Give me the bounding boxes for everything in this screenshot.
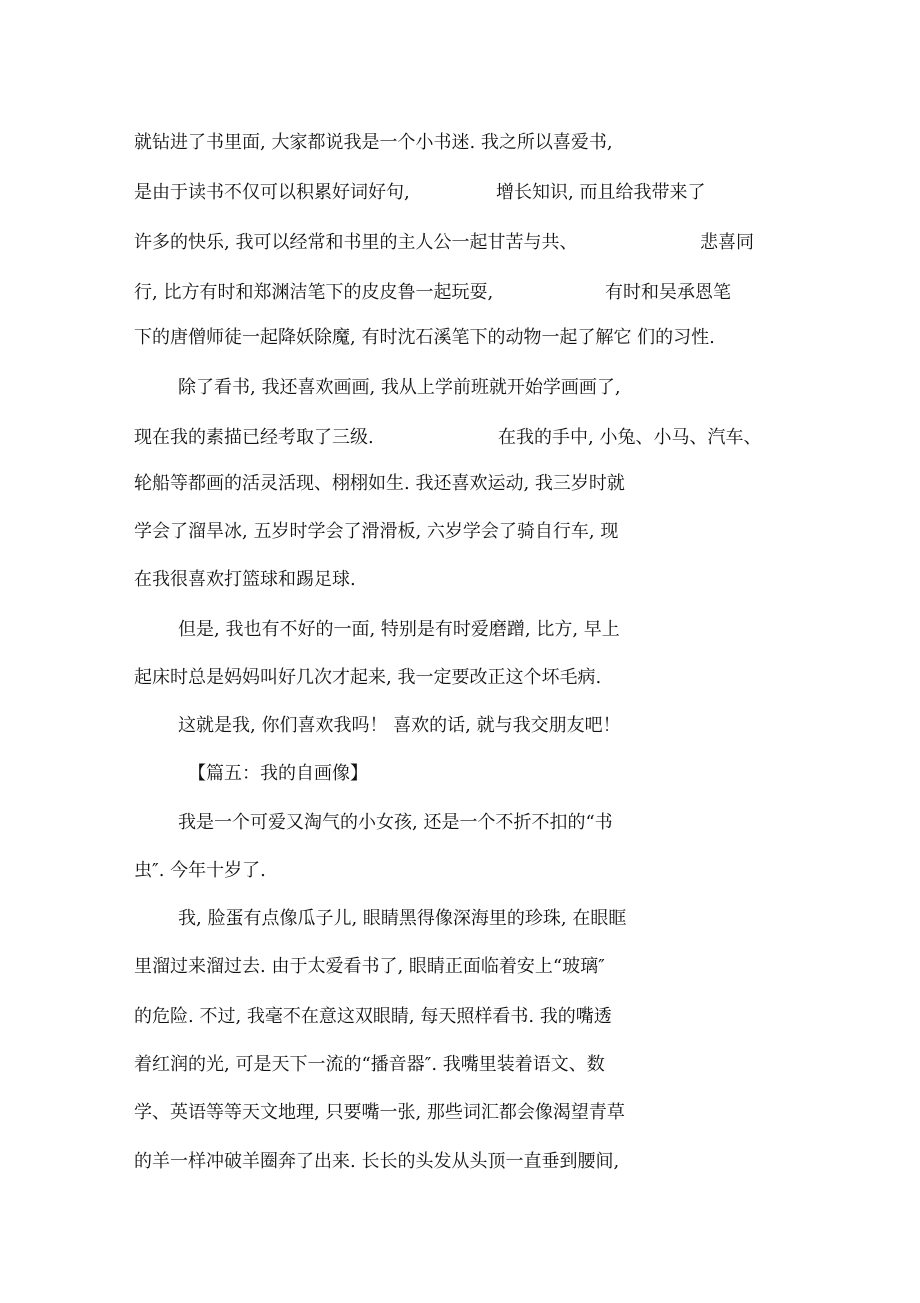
text-segment: 是由于读书不仅可以积累好词好句, <box>134 182 410 203</box>
text-line <box>134 1053 605 1077</box>
text-segment: 行, 比方有时和郑渊洁笔下的皮皮鲁一起玩耍, <box>134 282 494 303</box>
text-line <box>178 714 621 738</box>
section-heading-text: 【篇五：我的自画像】 <box>188 763 368 784</box>
text-segment: 在我很喜欢打篮球和踢足球. <box>134 569 356 590</box>
text-line <box>134 181 706 205</box>
text-segment: 起床时总是妈妈叫好几次才起来, 我一定要改正这个坏毛病. <box>134 667 602 688</box>
text-segment: 除了看书, 我还喜欢画画, 我从上学前班就开始学画画了, <box>178 377 621 398</box>
text-line <box>134 859 266 883</box>
text-line <box>134 1101 625 1125</box>
text-segment: 我, 脸蛋有点像瓜子儿, 眼睛黑得像深海里的珍珠, 在眼眶 <box>178 908 627 929</box>
text-segment: 有时和吴承恩笔 <box>605 282 731 303</box>
text-segment: 悲喜同 <box>700 232 754 253</box>
text-line <box>134 1150 620 1174</box>
text-segment: 虫″. 今年十岁了. <box>134 860 266 881</box>
text-line <box>134 281 731 305</box>
text-segment: 的危险. 不过, 我毫不在意这双眼睛, 每天照样看书. 我的嘴透 <box>134 1006 612 1027</box>
text-line <box>178 907 627 931</box>
text-line <box>178 376 621 400</box>
text-line <box>134 131 613 155</box>
text-line <box>134 666 602 690</box>
text-segment: 学会了溜旱冰, 五岁时学会了滑滑板, 六岁学会了骑自行车, 现 <box>134 521 619 542</box>
text-line <box>178 618 620 642</box>
text-segment: 下的唐僧师徒一起降妖除魔, 有时沈石溪笔下的动物一起了解它 们的习性. <box>134 327 715 348</box>
text-segment: 增长知识, 而且给我带来了 <box>496 182 706 203</box>
text-segment: 许多的快乐, 我可以经常和书里的主人公一起甘苦与共、 <box>134 232 578 253</box>
text-line <box>134 1005 612 1029</box>
text-segment: 的羊一样冲破羊圈奔了出来. 长长的头发从头顶一直垂到腰间, <box>134 1151 620 1172</box>
text-segment: 但是, 我也有不好的一面, 特别是有时爱磨蹭, 比方, 早上 <box>178 619 620 640</box>
text-segment: 现在我的素描已经考取了三级. <box>134 427 374 448</box>
text-line <box>134 472 625 496</box>
text-segment: 就钻进了书里面, 大家都说我是一个小书迷. 我之所以喜爱书, <box>134 132 613 153</box>
text-line <box>134 520 619 544</box>
text-line <box>134 326 715 350</box>
text-segment: 里溜过来溜过去. 由于太爱看书了, 眼睛正面临着安上“玻璃″ <box>134 956 605 977</box>
text-segment: 这就是我, 你们喜欢我吗！ 喜欢的话, 就与我交朋友吧！ <box>178 715 621 736</box>
text-line <box>134 231 754 255</box>
text-line <box>134 568 356 592</box>
text-segment: 我是一个可爱又淘气的小女孩, 还是一个不折不扣的“书 <box>178 812 613 833</box>
text-line <box>134 955 605 979</box>
text-segment: 轮船等都画的活灵活现、栩栩如生. 我还喜欢运动, 我三岁时就 <box>134 473 625 494</box>
text-line <box>134 426 762 450</box>
section-heading <box>188 762 368 786</box>
text-segment: 着红润的光, 可是天下一流的“播音器″. 我嘴里装着语文、数 <box>134 1054 605 1075</box>
text-line <box>178 811 613 835</box>
text-segment: 学、英语等等天文地理, 只要嘴一张, 那些词汇都会像渴望青草 <box>134 1102 625 1123</box>
text-segment: 在我的手中, 小兔、小马、汽车、 <box>498 427 762 448</box>
